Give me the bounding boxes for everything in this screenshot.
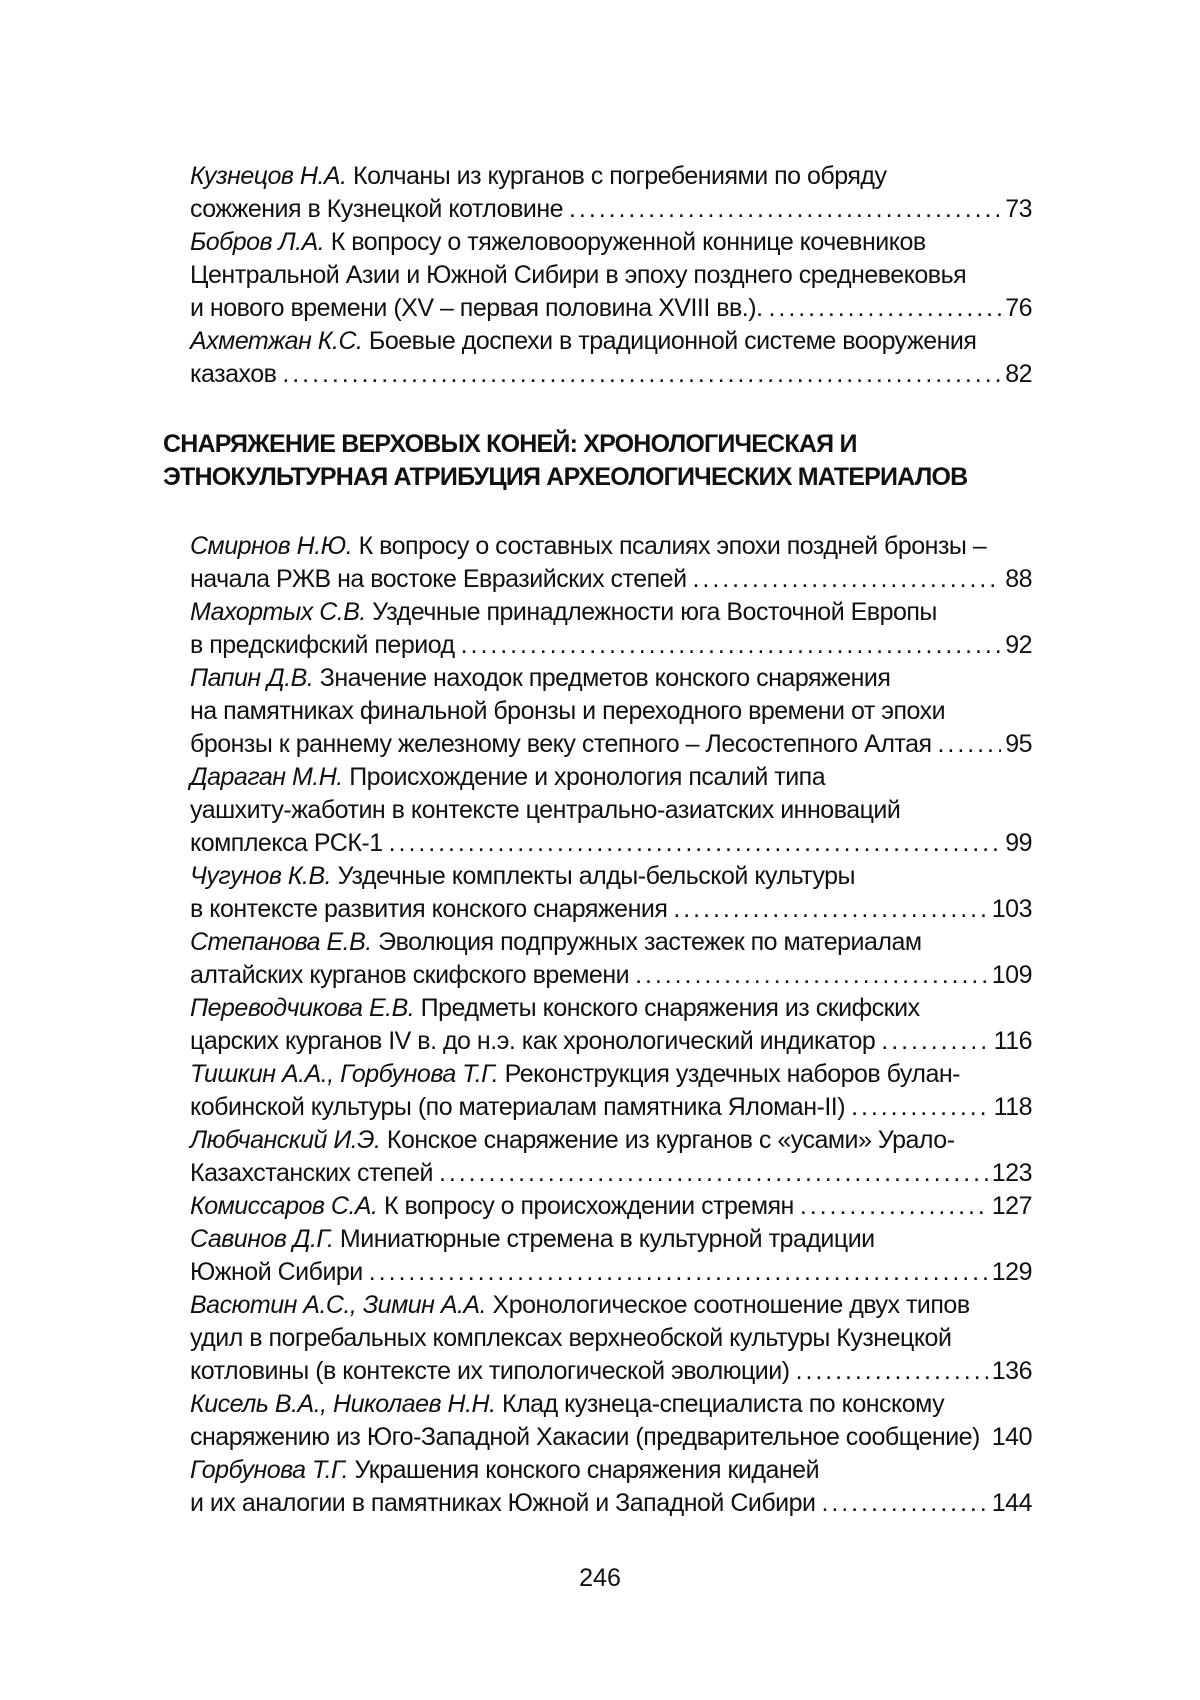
toc-entry-author: Комиссаров С.А. xyxy=(190,1192,378,1220)
toc-entry xyxy=(190,1454,1032,1520)
toc-entry-last-line xyxy=(190,1487,1032,1520)
toc-entry-title: бронзы к раннему железному веку степного – Лесостепного Алтая xyxy=(190,730,932,758)
toc-entry-author: Папин Д.В. xyxy=(190,664,314,692)
toc-entry-author: Васютин А.С., Зимин А.А. xyxy=(190,1291,487,1319)
toc-entry-text xyxy=(190,563,687,596)
toc-entry-title: уашхиту-жаботин в контексте центрально-азиатских инноваций xyxy=(190,796,901,824)
toc-entry-line xyxy=(190,226,1032,259)
section-heading-line-2: ЭТНОКУЛЬТУРНАЯ АТРИБУЦИЯ АРХЕОЛОГИЧЕСКИХ МАТЕРИАЛОВ xyxy=(163,463,968,491)
toc-page-number: 129 xyxy=(991,1258,1032,1286)
toc-page-number: 92 xyxy=(1005,631,1032,659)
toc-entry-last-line xyxy=(190,629,1032,662)
toc-entry-last-line xyxy=(190,358,1032,391)
toc-entry-title: комплекса РСК-1 xyxy=(190,829,383,857)
toc-entry-author: Кузнецов Н.А. xyxy=(190,162,347,190)
toc-entry-title: Казахстанских степей xyxy=(190,1159,433,1187)
toc-entry-line xyxy=(190,1289,1032,1322)
toc-entry-text xyxy=(190,1421,980,1454)
toc-entry-title: Украшения конского снаряжения киданей xyxy=(354,1456,820,1484)
toc-entry-title: Хронологическое соотношение двух типов xyxy=(492,1291,970,1319)
toc-entry-title: и их аналогии в памятниках Южной и Западной Сибири xyxy=(190,1489,816,1517)
toc-entry-title: Южной Сибири xyxy=(190,1258,363,1286)
toc-entry-title: сожжения в Кузнецкой котловине xyxy=(190,195,564,223)
toc-entry-last-line xyxy=(190,1355,1032,1388)
dot-leader xyxy=(635,959,988,992)
toc-entry-author: Савинов Д.Г. xyxy=(190,1225,334,1253)
toc-entry-line xyxy=(190,259,1032,292)
section-heading xyxy=(163,428,1063,494)
toc-page-number: 118 xyxy=(993,1093,1032,1121)
toc-entry-line xyxy=(190,325,1032,358)
dot-leader xyxy=(769,292,1002,325)
dot-leader xyxy=(796,1355,988,1388)
toc-entry-line xyxy=(190,1223,1032,1256)
toc-entry-last-line xyxy=(190,1190,1032,1223)
toc-entry xyxy=(190,226,1032,325)
toc-entry-last-line xyxy=(190,893,1032,926)
toc-entry xyxy=(190,992,1032,1058)
toc-entry-author: Смирнов Н.Ю. xyxy=(190,532,353,560)
toc-entry-title: кобинской культуры (по материалам памятника Яломан-II) xyxy=(190,1093,846,1121)
toc-entry-text xyxy=(190,193,563,226)
dot-leader xyxy=(389,827,1002,860)
toc-entry-text xyxy=(190,827,383,860)
toc-entry xyxy=(190,860,1032,926)
toc-entry-line xyxy=(190,160,1032,193)
toc-entry-text xyxy=(190,728,932,761)
toc-entry-text xyxy=(190,1157,433,1190)
toc-entry-title: Клад кузнеца-специалиста по конскому xyxy=(502,1390,945,1418)
toc-entry-last-line xyxy=(190,1091,1032,1124)
toc-entry-last-line xyxy=(190,292,1032,325)
toc-entry xyxy=(190,160,1032,226)
toc-entry-author: Степанова Е.В. xyxy=(190,928,372,956)
toc-page-number: 73 xyxy=(1005,195,1032,223)
toc-entry xyxy=(190,662,1032,761)
toc-entry-last-line xyxy=(190,1421,1032,1454)
toc-entry-title: Происхождение и хронология псалий типа xyxy=(349,763,826,791)
toc-page-number: 95 xyxy=(1005,730,1032,758)
toc-entry-line xyxy=(190,596,1032,629)
toc-entry-title: удил в погребальных комплексах верхнеобской культуры Кузнецкой xyxy=(190,1324,952,1352)
toc-entry-title: алтайских курганов скифского времени xyxy=(190,961,630,989)
toc-entry-last-line xyxy=(190,193,1032,226)
toc-entry-title: К вопросу о происхождении стремян xyxy=(383,1192,794,1220)
toc-entry-title: в предскифский период xyxy=(190,631,455,659)
dot-leader xyxy=(822,1487,988,1520)
toc-entry-title: Реконструкция уздечных наборов булан- xyxy=(504,1060,960,1088)
dot-leader xyxy=(673,893,987,926)
toc-page-number: 103 xyxy=(991,895,1032,923)
toc-entry-title: Центральной Азии и Южной Сибири в эпоху позднего средневековья xyxy=(190,261,967,289)
section-heading-line-1: СНАРЯЖЕНИЕ ВЕРХОВЫХ КОНЕЙ: ХРОНОЛОГИЧЕСКАЯ И xyxy=(163,430,857,458)
toc-entry-line xyxy=(190,530,1032,563)
toc-entry-author: Переводчикова Е.В. xyxy=(190,994,415,1022)
toc-entry-text xyxy=(190,959,629,992)
toc-entry-last-line xyxy=(190,827,1032,860)
toc-entry-text xyxy=(190,1355,790,1388)
dot-leader xyxy=(569,193,1001,226)
toc-entry-line xyxy=(190,992,1032,1025)
toc-page-number: 123 xyxy=(991,1159,1032,1187)
toc-entry xyxy=(190,1058,1032,1124)
toc-entry-title: Значение находок предметов конского снаряжения xyxy=(319,664,891,692)
toc-entry-line xyxy=(190,1322,1032,1355)
toc-entry xyxy=(190,1289,1032,1388)
toc-entry-line xyxy=(190,662,1032,695)
toc-entry-author: Кисель В.А., Николаев Н.Н. xyxy=(190,1390,496,1418)
toc-page-number: 136 xyxy=(991,1357,1032,1385)
toc-entry-author: Чугунов К.В. xyxy=(190,862,332,890)
toc-section-horse-gear xyxy=(190,530,1032,1520)
toc-entry-line xyxy=(190,695,1032,728)
toc-page-number: 82 xyxy=(1005,360,1032,388)
dot-leader xyxy=(439,1157,988,1190)
toc-entry-last-line xyxy=(190,1025,1032,1058)
toc-entry-title: на памятниках финальной бронзы и переходного времени от эпохи xyxy=(190,697,946,725)
toc-entry-author: Тишкин А.А., Горбунова Т.Г. xyxy=(190,1060,499,1088)
toc-page-number: 76 xyxy=(1005,294,1032,322)
dot-leader xyxy=(369,1256,988,1289)
toc-entry-title: К вопросу о тяжеловооруженной коннице кочевников xyxy=(330,228,926,256)
dot-leader xyxy=(851,1091,990,1124)
toc-entry xyxy=(190,530,1032,596)
toc-entry xyxy=(190,926,1032,992)
toc-entry-text xyxy=(190,292,763,325)
toc-section-weapons xyxy=(190,160,1032,391)
toc-page-number: 99 xyxy=(1005,829,1032,857)
toc-entry-text xyxy=(190,629,455,662)
toc-entry xyxy=(190,1124,1032,1190)
toc-entry-title: Предметы конского снаряжения из скифских xyxy=(420,994,920,1022)
toc-entry-title: царских курганов IV в. до н.э. как хронологический индикатор xyxy=(190,1027,876,1055)
toc-page-number: 140 xyxy=(991,1423,1032,1451)
toc-entry-title: Боевые доспехи в традиционной системе вооружения xyxy=(368,327,977,355)
toc-entry xyxy=(190,596,1032,662)
toc-entry xyxy=(190,1223,1032,1289)
toc-entry-title: начала РЖВ на востоке Евразийских степей xyxy=(190,565,687,593)
dot-leader xyxy=(282,358,1001,391)
toc-entry-last-line xyxy=(190,1256,1032,1289)
toc-entry-text xyxy=(190,893,667,926)
toc-entry-line xyxy=(190,1124,1032,1157)
toc-entry-title: Колчаны из курганов с погребениями по обряду xyxy=(353,162,887,190)
toc-page-number: 88 xyxy=(1005,565,1032,593)
toc-entry-author: Ахметжан К.С. xyxy=(190,327,363,355)
toc-entry xyxy=(190,325,1032,391)
toc-entry-last-line xyxy=(190,1157,1032,1190)
toc-entry xyxy=(190,761,1032,860)
toc-entry-author: Бобров Л.А. xyxy=(190,228,325,256)
toc-entry-line xyxy=(190,926,1032,959)
toc-entry-text xyxy=(190,358,276,391)
toc-entry-line xyxy=(190,1388,1032,1421)
page-number: 246 xyxy=(579,1564,621,1592)
toc-entry-author: Дараган М.Н. xyxy=(190,763,343,791)
toc-entry-author: Горбунова Т.Г. xyxy=(190,1456,349,1484)
toc-entry-title: котловины (в контексте их типологической эволюции) xyxy=(190,1357,790,1385)
toc-entry-line xyxy=(190,794,1032,827)
toc-entry-text xyxy=(190,1091,845,1124)
dot-leader xyxy=(938,728,1002,761)
toc-entry-text xyxy=(190,1190,794,1223)
toc-entry-title: и нового времени (XV – первая половина XVIII вв.). xyxy=(190,294,763,322)
toc-entry-author: Любчанский И.Э. xyxy=(190,1126,381,1154)
dot-leader xyxy=(693,563,1002,596)
toc-entry-text xyxy=(190,1487,816,1520)
toc-entry-last-line xyxy=(190,728,1032,761)
dot-leader xyxy=(461,629,1002,662)
toc-entry-text xyxy=(190,1025,875,1058)
toc-entry-last-line xyxy=(190,959,1032,992)
toc-entry-title: Конское снаряжение из курганов с «усами» Урало- xyxy=(386,1126,955,1154)
toc-entry-title: в контексте развития конского снаряжения xyxy=(190,895,668,923)
dot-leader xyxy=(800,1190,988,1223)
toc-entry-last-line xyxy=(190,563,1032,596)
toc-entry xyxy=(190,1190,1032,1223)
toc-entry-title: К вопросу о составных псалиях эпохи поздней бронзы – xyxy=(358,532,987,560)
toc-page-number: 116 xyxy=(993,1027,1032,1055)
toc-entry-line xyxy=(190,860,1032,893)
toc-entry-line xyxy=(190,1058,1032,1091)
toc-page-number: 109 xyxy=(991,961,1032,989)
toc-entry-author: Махортых С.В. xyxy=(190,598,366,626)
toc-page-number: 144 xyxy=(991,1489,1032,1517)
toc-page-number: 127 xyxy=(991,1192,1032,1220)
toc-entry-line xyxy=(190,761,1032,794)
toc-entry-title: Уздечные принадлежности юга Восточной Европы xyxy=(372,598,937,626)
toc-entry-title: Миниатюрные стремена в культурной традиции xyxy=(339,1225,875,1253)
toc-entry-line xyxy=(190,1454,1032,1487)
toc-entry-title: снаряжению из Юго-Западной Хакасии (предварительное сообщение) xyxy=(190,1423,980,1451)
toc-entry-title: казахов xyxy=(190,360,277,388)
toc-entry-title: Эволюция подпружных застежек по материалам xyxy=(378,928,922,956)
toc-entry xyxy=(190,1388,1032,1454)
toc-entry-title: Уздечные комплекты алды-бельской культуры xyxy=(337,862,855,890)
toc-entry-text xyxy=(190,1256,363,1289)
dot-leader xyxy=(986,1421,988,1454)
dot-leader xyxy=(881,1025,989,1058)
